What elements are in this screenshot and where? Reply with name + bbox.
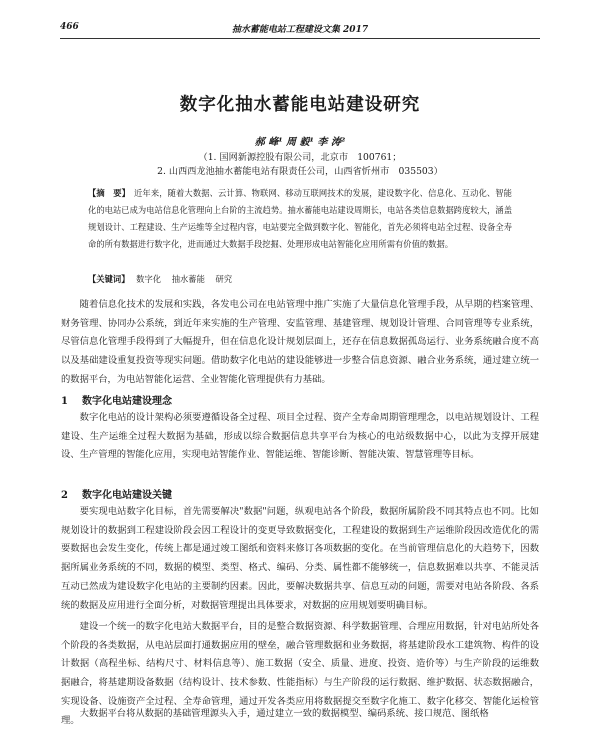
page-number: 466 xyxy=(60,22,79,32)
affiliation-1: （1. 国网新源控股有限公司，北京市 100761； xyxy=(198,152,402,163)
section-heading xyxy=(61,486,539,501)
keywords xyxy=(88,271,512,288)
journal-title: 抽水蓄能电站工程建设文集 2017 xyxy=(231,25,369,35)
body-paragraph: 大数据平台将从数据的基础管理源头入手，通过建立一致的数据模型、编码系统、接口规范、图纸格 xyxy=(79,708,489,719)
article-title: 数字化抽水蓄能电站建设研究 xyxy=(179,95,421,115)
section-title: 数字化电站建设理念 xyxy=(81,396,172,407)
body-paragraph: 建设一个统一的数字化电站大数据平台，目的是整合数据资源、科学数据管理、合理应用数据，针对电站所处各个阶段的各类数据，从电站层面打通数据应用的壁垒，融合管理数据和业务数据，将基建阶段水工建筑物、构件的设计数据（高程坐标、结构尺寸、材料信息等）、施工数据（安全、质量、进度、投资、造价等）与生产阶段的运维数据融合，将基建期设备数据（结构设计、技术参数、性能指标）与生产阶段的运行数据、维护数据、状态数据融合，实现设备、设施资产全过程、全寿命管理，通过开发各类应用将数据提交至数字化施工、数字化移交、智能化运检管理。 xyxy=(61,621,539,726)
keyword: 数字化 xyxy=(136,274,162,284)
keywords-label: 【关键词】 xyxy=(88,274,130,284)
keyword: 抽水蓄能 xyxy=(171,274,205,284)
abstract xyxy=(88,185,512,253)
keyword: 研究 xyxy=(215,274,233,284)
body-paragraph: 要实现电站数字化目标，首先需要解决"数据"问题，纵观电站各个阶段，数据所属阶段不同其特点也不同。比如规划设计的数据到工程建设阶段会因工程设计的变更导致数据变化，工程建设的数据到生产运维阶段因改造优化的需要数据也会发生变化，传统上都是通过竣工图纸和资料来修订各项数据的变化。在当前管理信息化的大趋势下，因数据所属业务系统的不同，数据的模型、类型、格式、编码、分类、属性都不能够统一，信息数据难以共享、不能灵活互动已然成为建设数字化电站的主要制约因素。因此，要解决数据共享、信息互动的问题，需要对电站各阶段、各系统的数据及应用进行全面分析，对数据管理提出具体要求，对数据的应用规划要明确目标。 xyxy=(61,506,539,611)
header-rule xyxy=(60,38,540,39)
abstract-text: 近年来，随着大数据、云计算、物联网、移动互联网技术的发展，建设数字化、信息化、互动化、智能化的电站已成为电站信息化管理向上台阶的主流趋势。抽水蓄能电站建设周期长，电站各类信息数据跨度较大，涵盖规划设计、工程建设、生产运维等全过程内容，电站要完全做到数字化、智能化，首先必须将电站全过程、设备全寿命的所有数据进行数字化，进而通过大数据手段挖掘、处理形成电站智能化应用所需有价值的数据。 xyxy=(88,188,512,249)
section-heading xyxy=(61,392,539,407)
section-title: 数字化电站建设关键 xyxy=(81,490,172,501)
affiliation-2: 2. 山西西龙池抽水蓄能电站有限责任公司，山西省忻州市 035503） xyxy=(157,166,443,177)
running-head xyxy=(60,22,540,38)
section-number: 1 xyxy=(61,396,68,407)
abstract-label: 【摘 要】 xyxy=(88,188,131,198)
intro-paragraph: 随着信息化技术的发展和实践，各发电公司在电站管理中推广实施了大量信息化管理手段，从早期的档案管理、财务管理、协同办公系统，到近年来实施的生产管理、安监管理、基建管理、规划设计管理、合同管理等专业系统，尽管信息化管理手段得到了大幅提升，但在信息化设计规划层面上，还存在信息数据孤岛运行、业务系统融合度不高以及基础建设重复投资等现实问题。借助数字化电站的建设能够进一步整合信息资源、融合业务系统，通过建立统一的数据平台，为电站智能化运营、全业智能化管理提供有力基础。 xyxy=(61,299,539,385)
author-line: 郝 峰¹ 周 毅¹ 李 涛² xyxy=(254,137,346,148)
section-number: 2 xyxy=(61,490,68,501)
body-paragraph: 数字化电站的设计架构必须要遵循设备全过程、项目全过程、资产全寿命周期管理理念，以电站规划设计、工程建设、生产运维全过程大数据为基础，形成以综合数据信息共享平台为核心的电站级数据中心，以此为支撑开展建设、生产管理的智能化应用，实现电站智能作业、智能运维、智能诊断、智能决策、智慧管理等目标。 xyxy=(61,412,539,461)
